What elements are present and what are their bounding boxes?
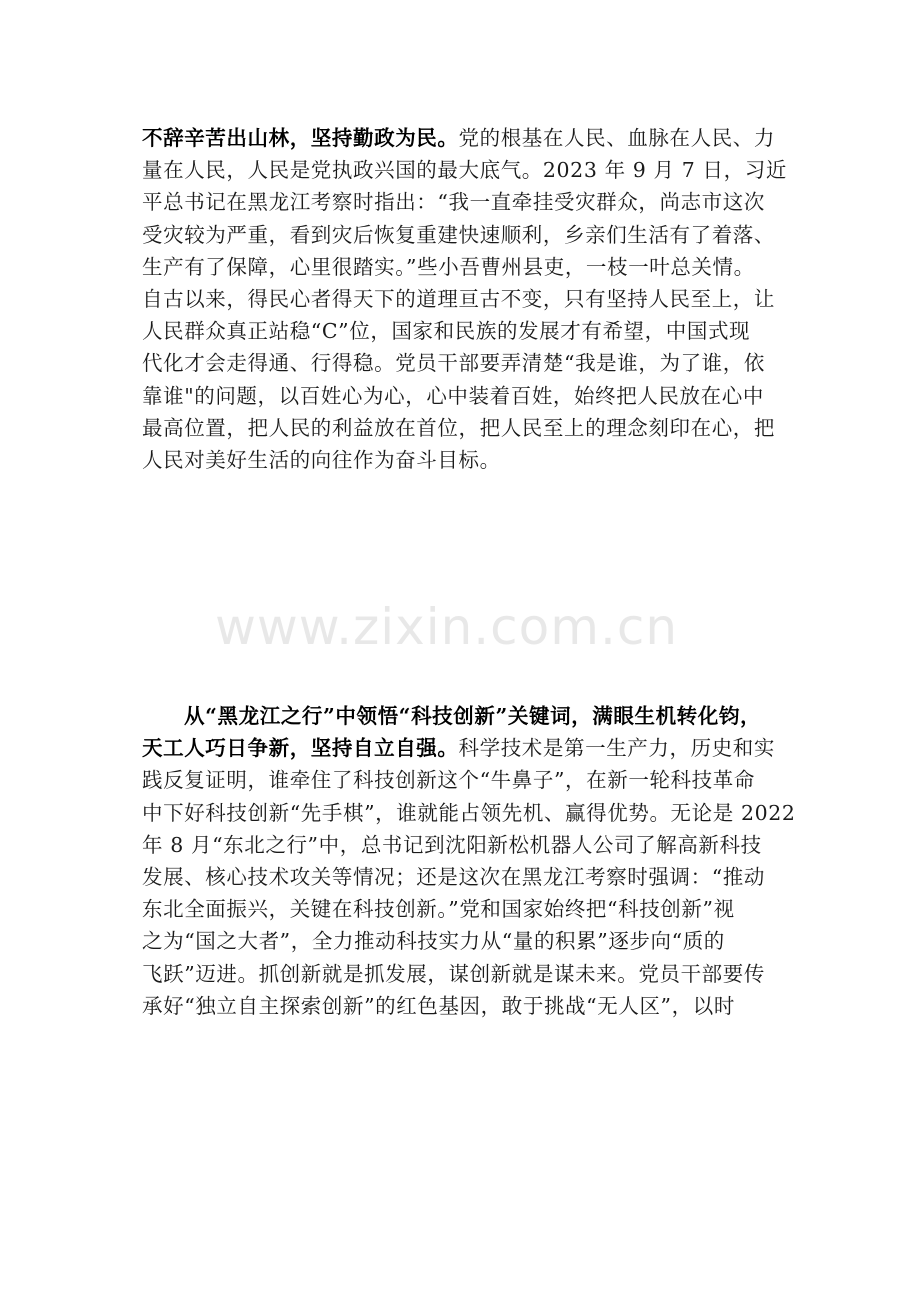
bold-lead: 不辞辛苦出山林，坚持勤政为民。 [142, 126, 459, 150]
text-line: 量在人民，人民是党执政兴国的最大底气。2023 年 9 月 7 日，习近 [142, 158, 787, 183]
text-line: 发展、核心技术攻关等情况；还是这次在黑龙江考察时强调：“推动 [142, 865, 765, 890]
text-line: 靠谁"的问题，以百姓心为心，心中装着百姓，始终把人民放在心中 [142, 383, 764, 408]
text-line: 人民群众真正站稳“C”位，国家和民族的发展才有希望，中国式现 [142, 319, 751, 344]
text-line: 人民对美好生活的向往作为奋斗目标。 [142, 448, 501, 473]
text-line: 飞跃”迈进。抓创新就是抓发展，谋创新就是谋未来。党员干部要传 [142, 961, 765, 986]
text-span: 党的根基在人民、血脉在人民、力 [458, 126, 775, 150]
text-line: 承好“独立自主探索创新”的红色基因，敢于挑战“无人区”，以时 [142, 993, 735, 1018]
paragraph-tech-innovation [142, 700, 796, 1022]
text-line: 代化才会走得通、行得稳。党员干部要弄清楚“我是谁，为了谁，依 [142, 351, 765, 376]
text-line: 中下好科技创新“先手棋”，谁就能占领先机、赢得优势。无论是 2022 [142, 800, 796, 825]
text-line: 自古以来，得民心者得天下的道理亘古不变，只有坚持人民至上，让 [142, 287, 775, 312]
text-line: 东北全面振兴，关键在科技创新。”党和国家始终把“科技创新”视 [142, 897, 735, 922]
text-line: 之为“国之大者”，全力推动科技实力从“量的积累”逐步向“质的 [142, 929, 725, 954]
text-line: 践反复证明，谁牵住了科技创新这个“牛鼻子”，在新一轮科技革命 [142, 768, 755, 793]
text-line: 受灾较为严重，看到灾后恢复重建快速顺利，乡亲们生活有了着落、 [142, 222, 775, 247]
bold-heading-line: 天工人巧日争新，坚持自立自强。 [142, 736, 459, 761]
watermark-text: www.zixin.com.cn [215, 598, 679, 656]
text-span: 科学技术是第一生产力，历史和实 [458, 736, 775, 761]
bold-heading-line: 从“黑龙江之行”中领悟“科技创新”关键词，满眼生机转化钧， [184, 704, 762, 728]
text-line [142, 700, 792, 732]
text-line: 最高位置，把人民的利益放在首位，把人民至上的理念刻印在心，把 [142, 415, 775, 440]
paragraph-people-first [142, 122, 792, 476]
text-line: 平总书记在黑龙江考察时指出：“我一直牵挂受灾群众，尚志市这次 [142, 190, 765, 215]
text-line: 年 8 月“东北之行”中，总书记到沈阳新松机器人公司了解高新科技 [142, 832, 762, 857]
text-line [142, 122, 792, 154]
text-line: 生产有了保障，心里很踏实。”些小吾曹州县吏，一枝一叶总关情。 [142, 254, 755, 279]
text-line [142, 732, 792, 764]
